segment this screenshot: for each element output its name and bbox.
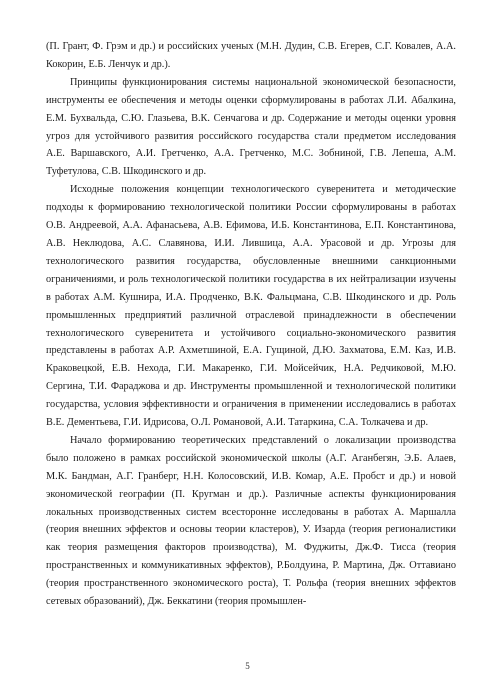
paragraph-economic-security: Принципы функционирования системы национальной экономической безопасности, инструменты ее обеспечения и методы оценки сформулированы в работах Л.И. Абалкина, Е.М. Бухвальда, С.Ю. Глазьева, В.К. Сенчагова и др. Содержание и методы оценки уровня угроз для устойчивого развития российского государства стали предметом исследования А.Е. Варшавского, А.И. Гретченко, А.А. Гретченко, М.С. Зобниной, Г.В. Лепеша, А.М. Туфетулова, С.В. Шкодинского и др. (46, 76, 456, 178)
paragraph-technological-sovereignty: Исходные положения концепции технологического суверенитета и методические подходы к формированию технологической политики России сформулированы в работах О.В. Андреевой, А.А. Афанасьева, А.В. Ефимова, И.Б. Константинова, Е.П. Константинова, А.В. Неклюдова, А.С. Славянова, И.И. Лившица, А.А. Урасовой и др. Угрозы для технологического развития государства, обусловленные внешними санкционными ограничениями, и роль технологической политики государства в их нейтрализации изучены в работах А.М. Кушнира, И.А. Продченко, В.К. Фальцмана, С.В. Шкодинского и др. Роль промышленных предприятий различной отраслевой принадлежности в обеспечении технологического суверенитета и устойчивого социально-экономического развития представлены в работах А.Р. Ахметшиной, Е.А. Гущиной, Д.Ю. Захматова, Е.М. Каз, И.В. Краковецкой, Е.В. Нехода, Г.И. Макаренко, Г.И. Мойсейчик, Н.А. Редчиковой, М.Ю. Сергина, Т.И. Фараджова и др. Инструменты промышленной и технологической политики государства, условия эффективности и ограничения в применении исследовались в работах В.Е. Дементьева, Г.И. Идрисова, О.Л. Романовой, А.И. Татаркина, С.А. Толкачева и др. (46, 184, 456, 429)
body-text (46, 38, 456, 611)
paragraph-localization: Начало формированию теоретических представлений о локализации производства было положено в рамках российской экономической школы (А.Г. Аганбегян, Э.Б. Алаев, М.К. Бандман, А.Г. Гранберг, Н.Н. Колосовский, И.В. Комар, А.Е. Пробст и др.) и новой экономической географии (П. Кругман и др.). Различные аспекты функционирования локальных производственных систем всесторонне исследованы в работах А. Маршалла (теория внешних эффектов и основы теории кластеров), У. Изарда (теория регионалистики как теория размещения факторов производства), М. Фуджиты, Дж.Ф. Тисса (теория пространственных и коммуникативных эффектов), Р.Болдуина, Р. Мартина, Дж. Оттавиано (теория пространственного экономического роста), Т. Рольфа (теория внешних эффектов сетевых образований), Дж. Беккатини (теория промышлен- (46, 434, 456, 608)
page-number: 5 (245, 661, 250, 671)
paragraph-continuation: (П. Грант, Ф. Грэм и др.) и российских ученых (М.Н. Дудин, С.В. Егерев, С.Г. Ковалев, А.А. Кокорин, Е.Б. Ленчук и др.). (46, 41, 456, 70)
